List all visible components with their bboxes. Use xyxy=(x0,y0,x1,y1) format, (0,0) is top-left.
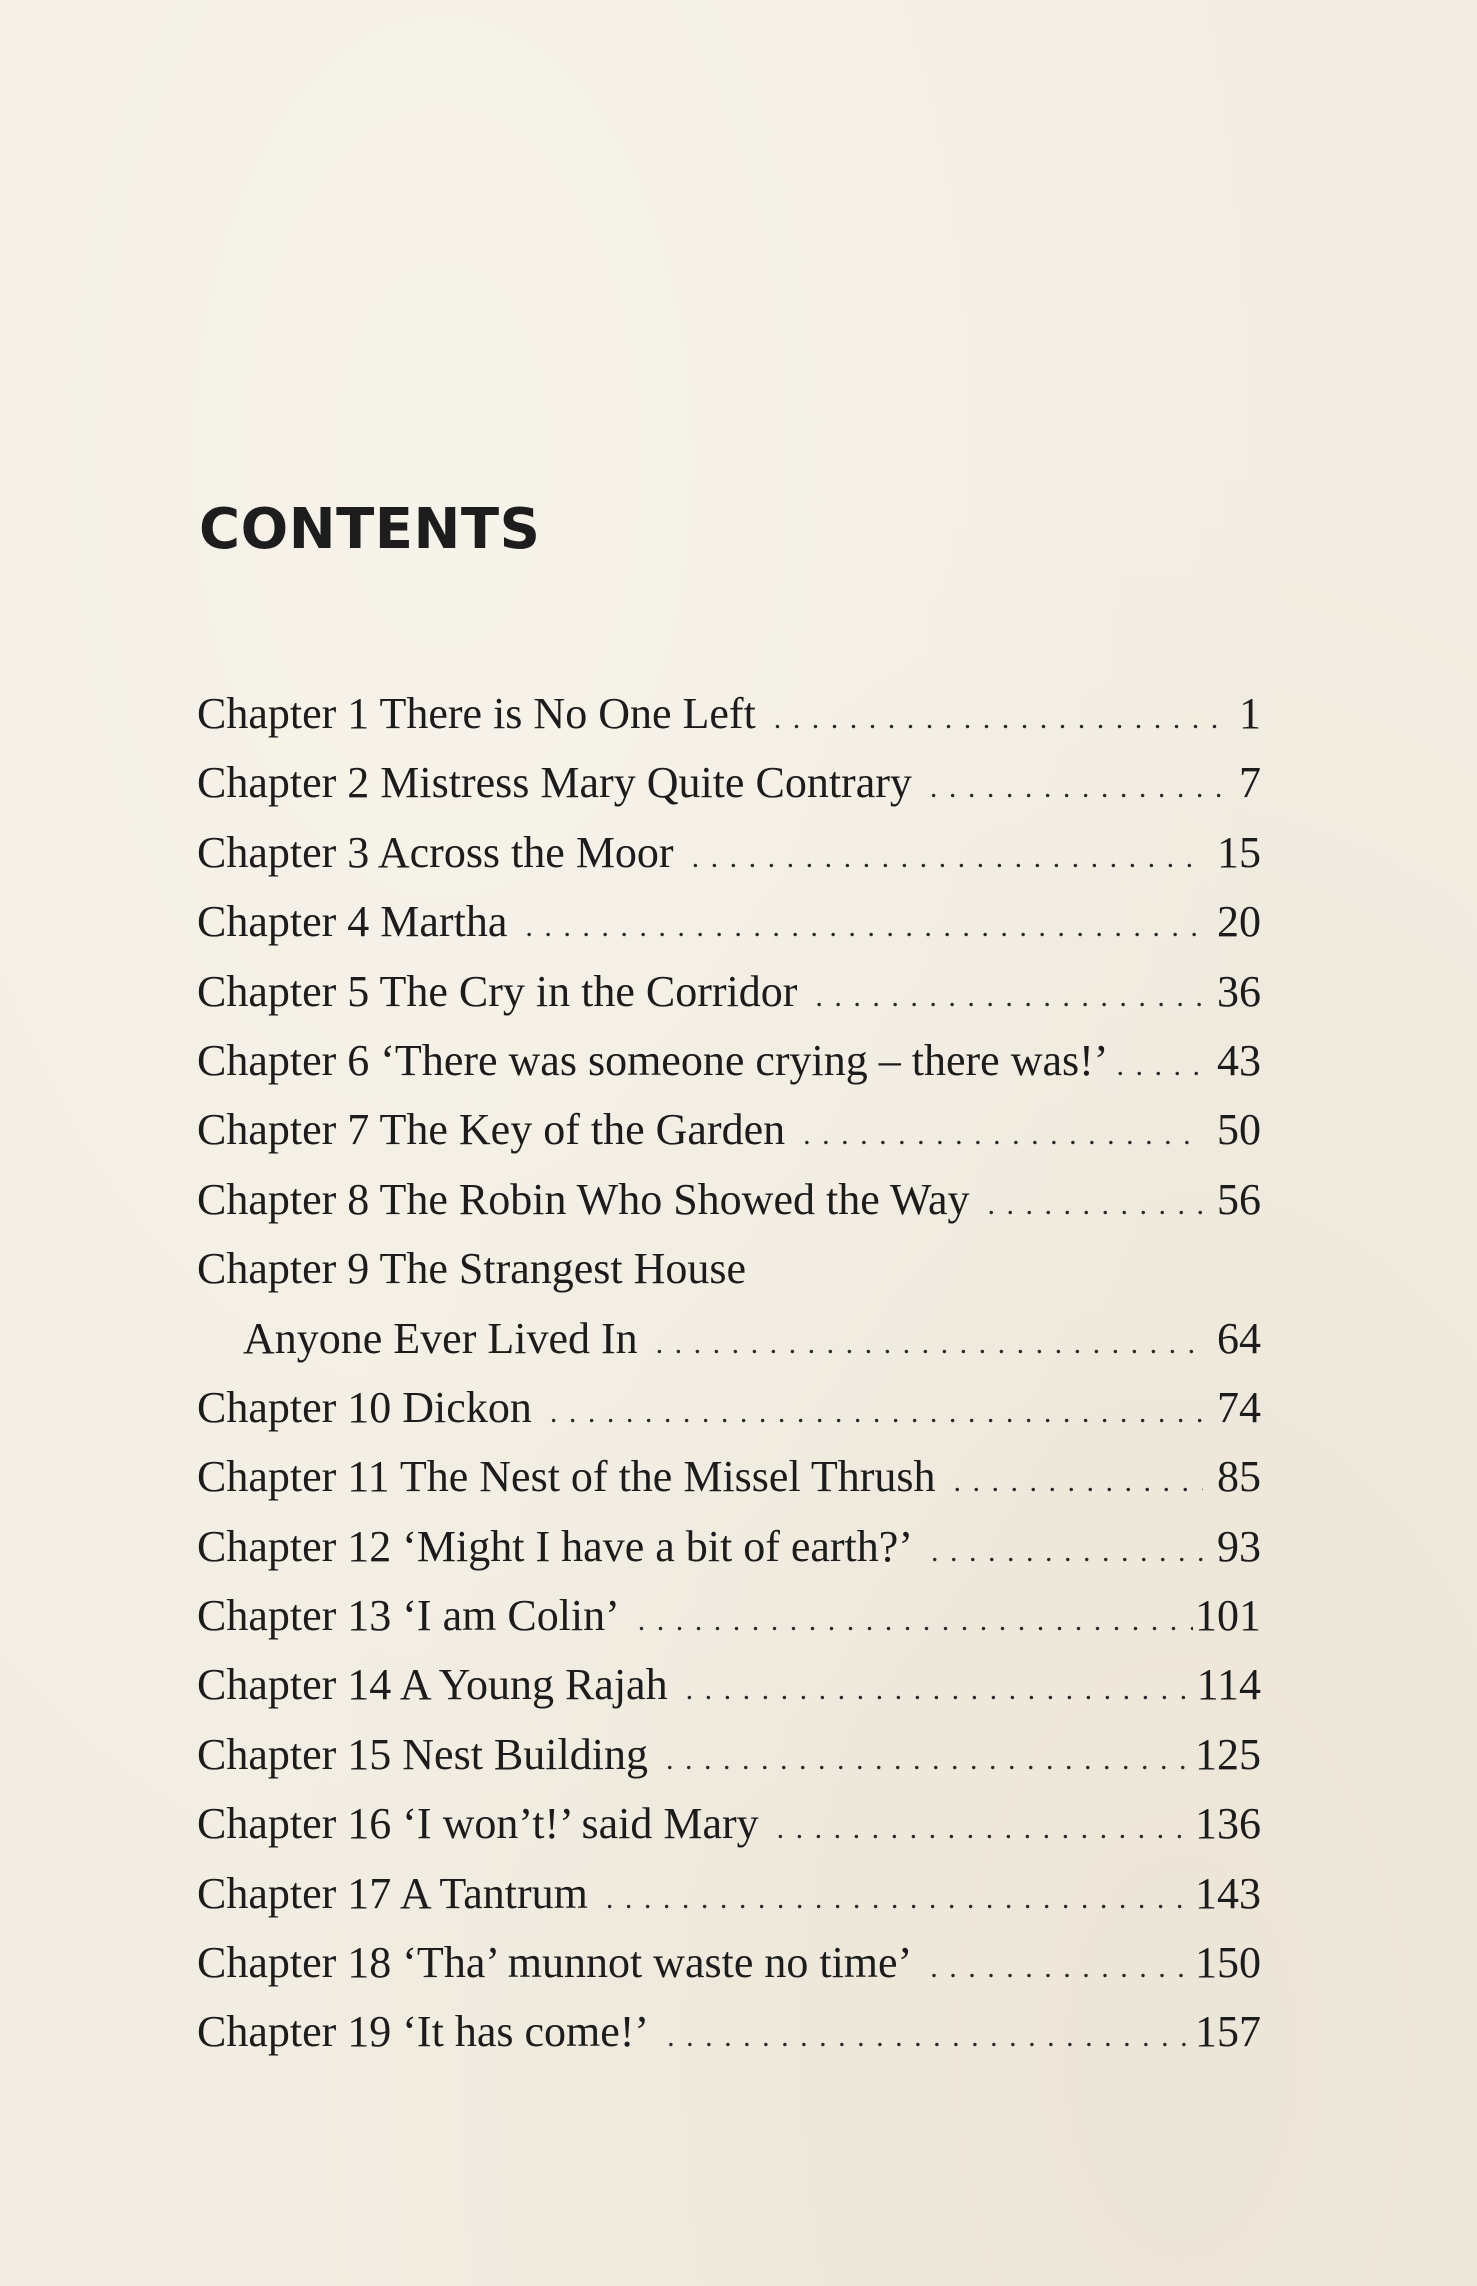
toc-entry-title-continued: Anyone Ever Lived In xyxy=(243,1313,638,1363)
toc-entry-chapter-17[interactable] xyxy=(197,1868,1261,1937)
dot-leader xyxy=(1116,1049,1207,1083)
toc-entry-page-number: 85 xyxy=(1217,1452,1261,1502)
dot-leader xyxy=(667,2020,1193,2054)
dot-leader xyxy=(692,841,1203,875)
toc-entry-title: Chapter 12 ‘Might I have a bit of earth?’ xyxy=(197,1521,913,1571)
toc-entry-title: Chapter 16 ‘I won’t!’ said Mary xyxy=(197,1799,759,1849)
toc-entry-page-number: 64 xyxy=(1217,1313,1261,1363)
toc-entry-chapter-5[interactable] xyxy=(197,966,1261,1035)
toc-entry-title: Chapter 18 ‘Tha’ munnot waste no time’ xyxy=(197,1938,913,1988)
dot-leader xyxy=(930,771,1225,805)
toc-entry-title: Chapter 4 Martha xyxy=(197,897,508,947)
toc-entry-page-number: 36 xyxy=(1217,966,1261,1016)
toc-entry-chapter-13[interactable] xyxy=(197,1590,1261,1659)
toc-entry-page-number: 93 xyxy=(1217,1521,1261,1571)
toc-entry-page-number: 125 xyxy=(1195,1729,1261,1779)
dot-leader xyxy=(987,1188,1203,1222)
toc-entry-chapter-9[interactable] xyxy=(197,1243,1261,1312)
toc-entry-page-number: 50 xyxy=(1217,1105,1261,1155)
dot-leader xyxy=(525,910,1203,944)
contents-heading: CONTENTS xyxy=(199,497,541,562)
toc-entry-title: Chapter 3 Across the Moor xyxy=(197,827,674,877)
toc-entry-chapter-10[interactable] xyxy=(197,1382,1261,1451)
dot-leader xyxy=(774,702,1225,736)
dot-leader xyxy=(931,1535,1203,1569)
toc-entry-chapter-18[interactable] xyxy=(197,1937,1261,2006)
toc-entry-chapter-14[interactable] xyxy=(197,1659,1261,1728)
toc-entry-chapter-7[interactable] xyxy=(197,1104,1261,1173)
toc-entry-title: Chapter 1 There is No One Left xyxy=(197,689,756,738)
toc-entry-title: Chapter 6 ‘There was someone crying – there was!’ xyxy=(197,1035,1109,1085)
toc-entry-chapter-8[interactable] xyxy=(197,1174,1261,1243)
toc-entry-page-number: 43 xyxy=(1217,1035,1261,1085)
toc-entry-title: Chapter 9 The Strangest House xyxy=(197,1244,747,1294)
toc-entry-title: Chapter 8 The Robin Who Showed the Way xyxy=(197,1174,970,1224)
dot-leader xyxy=(606,1882,1193,1916)
toc-entry-title: Chapter 11 The Nest of the Missel Thrush xyxy=(197,1452,936,1502)
toc-entry-chapter-16[interactable] xyxy=(197,1798,1261,1867)
toc-entry-page-number: 20 xyxy=(1217,897,1261,947)
toc-entry-title: Chapter 19 ‘It has come!’ xyxy=(197,2007,650,2057)
table-of-contents xyxy=(197,688,1261,2076)
dot-leader xyxy=(803,1118,1203,1152)
dot-leader xyxy=(550,1396,1203,1430)
toc-entry-chapter-9-continued[interactable] xyxy=(197,1313,1261,1382)
toc-entry-page-number: 114 xyxy=(1196,1660,1261,1710)
dot-leader xyxy=(777,1812,1193,1846)
toc-entry-title: Chapter 14 A Young Rajah xyxy=(197,1660,668,1710)
toc-entry-chapter-1[interactable] xyxy=(197,688,1261,757)
toc-entry-chapter-4[interactable] xyxy=(197,896,1261,965)
toc-entry-title: Chapter 10 Dickon xyxy=(197,1382,532,1432)
dot-leader xyxy=(686,1673,1195,1707)
toc-entry-page-number: 143 xyxy=(1195,1868,1261,1918)
toc-entry-title: Chapter 13 ‘I am Colin’ xyxy=(197,1591,620,1641)
dot-leader xyxy=(930,1951,1193,1985)
toc-entry-chapter-2[interactable] xyxy=(197,757,1261,826)
toc-entry-page-number: 15 xyxy=(1217,827,1261,877)
toc-entry-page-number: 56 xyxy=(1217,1174,1261,1224)
toc-entry-page-number: 7 xyxy=(1239,758,1261,808)
toc-entry-title: Chapter 7 The Key of the Garden xyxy=(197,1105,786,1155)
toc-entry-chapter-12[interactable] xyxy=(197,1521,1261,1590)
toc-entry-page-number: 101 xyxy=(1195,1591,1261,1641)
dot-leader xyxy=(638,1604,1193,1638)
toc-entry-chapter-11[interactable] xyxy=(197,1451,1261,1520)
toc-entry-chapter-6[interactable] xyxy=(197,1035,1261,1104)
toc-entry-title: Chapter 15 Nest Building xyxy=(197,1729,648,1779)
toc-entry-chapter-15[interactable] xyxy=(197,1729,1261,1798)
toc-entry-title: Chapter 5 The Cry in the Corridor xyxy=(197,966,798,1016)
toc-entry-title: Chapter 17 A Tantrum xyxy=(197,1868,588,1918)
toc-entry-chapter-3[interactable] xyxy=(197,827,1261,896)
toc-entry-page-number: 74 xyxy=(1217,1382,1261,1432)
dot-leader xyxy=(666,1743,1193,1777)
toc-entry-page-number: 1 xyxy=(1239,689,1261,738)
toc-entry-chapter-19[interactable] xyxy=(197,2006,1261,2075)
toc-entry-page-number: 136 xyxy=(1195,1799,1261,1849)
toc-entry-page-number: 157 xyxy=(1195,2007,1261,2057)
toc-entry-title: Chapter 2 Mistress Mary Quite Contrary xyxy=(197,758,912,808)
dot-leader xyxy=(815,980,1203,1014)
toc-entry-page-number: 150 xyxy=(1195,1938,1261,1988)
dot-leader xyxy=(656,1327,1203,1361)
dot-leader xyxy=(954,1465,1203,1499)
